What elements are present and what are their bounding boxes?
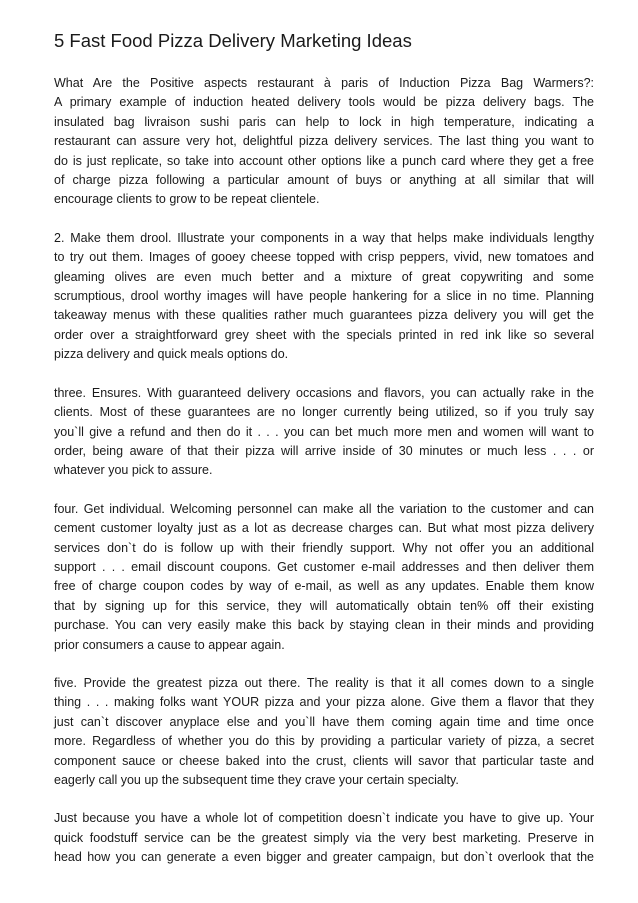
paragraph	[54, 674, 594, 790]
text-line: prior consumers a cause to appear again.	[54, 637, 285, 652]
text-line: services don`t do is follow up with their friendly support. Why not offer you an additional	[54, 540, 594, 555]
text-line: thing . . . making folks want YOUR pizza and your pizza alone. Give them a flavor that they	[54, 695, 594, 710]
text-line: component sauce or cheese baked into the crust, clients will savor that particular taste and	[54, 753, 594, 768]
text-line: clients. Most of these guarantees are no longer currently being utilized, so if you truly say	[54, 405, 594, 420]
text-line: four. Get individual. Welcoming personnel can make all the variation to the customer and can	[54, 501, 594, 516]
document-page	[54, 30, 594, 887]
text-line: A primary example of induction heated delivery tools would be pizza delivery bags. The	[54, 95, 594, 110]
text-line: takeaway menus with these qualities rather much guarantees pizza delivery you will get the	[54, 308, 594, 323]
text-line: free of charge coupon codes by way of e-mail, as well as any updates. Enable them know	[54, 579, 594, 594]
text-line: do is just replicate, so take into account other options like a punch card where they get a free	[54, 153, 594, 168]
paragraph	[54, 500, 594, 655]
text-line: whatever you pick to assure.	[54, 463, 213, 478]
text-line: encourage clients to grow to be repeat clientele.	[54, 192, 320, 207]
text-line: just can`t discover anyplace else and you`ll have them coming again time and time once	[54, 714, 594, 729]
text-line: What Are the Positive aspects restaurant à paris of Induction Pizza Bag Warmers?:	[54, 76, 594, 90]
text-line: scrumptious, drool worthy images will have people hankering for a slice in no time. Planning	[54, 289, 594, 304]
text-line: three. Ensures. With guaranteed delivery occasions and flavors, you can actually rake in the	[54, 385, 594, 400]
text-line: 2. Make them drool. Illustrate your components in a way that helps make individuals lengthy	[54, 230, 594, 245]
paragraph	[54, 229, 594, 365]
text-line: pizza delivery and quick meals options do.	[54, 347, 289, 362]
text-line: you`ll give a refund and then do it . . . you can bet much more men and women will want to	[54, 424, 594, 439]
text-line: head how you can generate a even bigger and greater campaign, but don`t overlook that the	[54, 850, 594, 865]
text-line: gleaming olives are even much better and a mixture of great copywriting and some	[54, 269, 594, 284]
paragraph	[54, 74, 594, 210]
paragraph	[54, 809, 594, 867]
text-line: of charge pizza following a particular amount of buys or anything at all similar that will	[54, 173, 594, 188]
document-body	[54, 74, 594, 868]
document-title: 5 Fast Food Pizza Delivery Marketing Ideas	[54, 30, 412, 51]
text-line: order over a straightforward grey sheet with the specials printed in red ink like so several	[54, 327, 594, 342]
text-line: support . . . email discount coupons. Get customer e-mail addresses and then deliver them	[54, 559, 594, 574]
text-line: insulated bag livraison sushi paris can help to lock in high temperature, indicating a	[54, 114, 594, 129]
text-line: order, being aware of that their pizza will arrive inside of 30 minutes or much less . . . or	[54, 443, 594, 458]
text-line: more. Regardless of whether you do this by providing a particular variety of pizza, a secret	[54, 734, 594, 749]
text-line: eagerly call you up the subsequent time they crave your certain specialty.	[54, 773, 459, 787]
text-line: purchase. You can very easily make this back by staying clean in their minds and providing	[54, 618, 594, 633]
text-line: Just because you have a whole lot of competition doesn`t indicate you have to give up. Your	[54, 811, 594, 826]
text-line: to try out them. Images of gooey cheese topped with crisp peppers, vivid, new tomatoes and	[54, 250, 594, 265]
text-line: restaurant can assure very hot, delightful pizza delivery services. The last thing you want to	[54, 134, 594, 149]
text-line: that by signing up for this service, they will automatically obtain ten% off their existing	[54, 598, 594, 613]
text-line: five. Provide the greatest pizza out there. The reality is that it all comes down to a single	[54, 675, 594, 690]
text-line: quick foodstuff service can be the greatest simply via the very best marketing. Preserve in	[54, 830, 594, 845]
paragraph	[54, 384, 594, 481]
text-line: cement customer loyalty just as a lot as decrease charges can. But what most pizza delivery	[54, 521, 594, 536]
